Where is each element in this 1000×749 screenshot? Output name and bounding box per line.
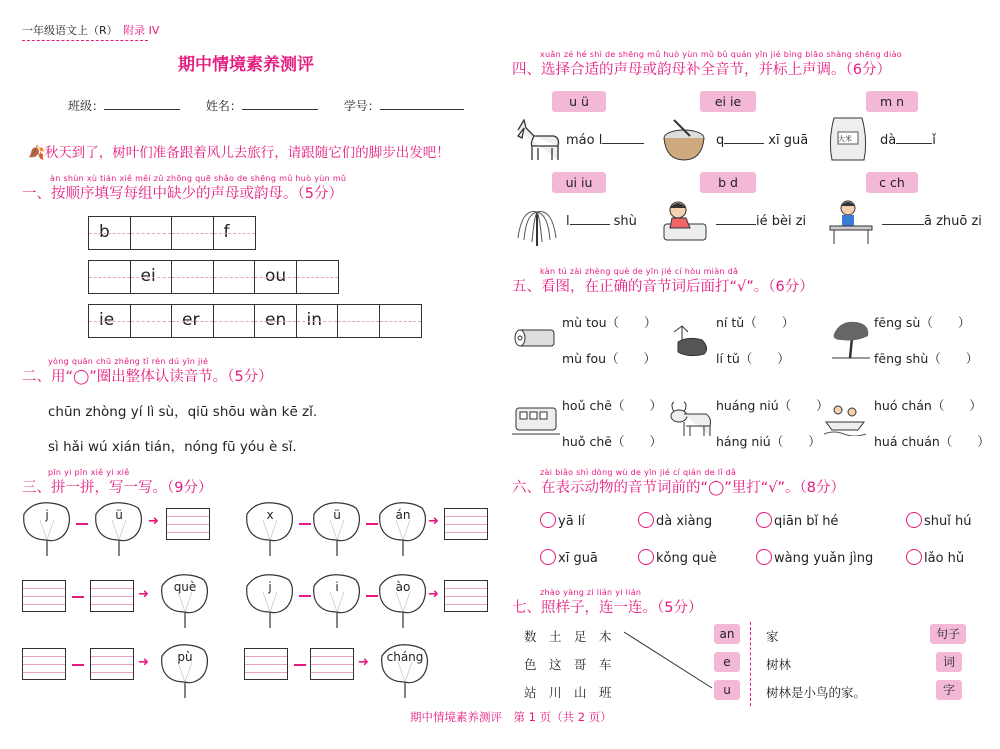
- answer-box[interactable]: [90, 580, 134, 612]
- s1-pinyin: àn shùn xù tián xiě měi zǔ zhōng quē shǎo de shēng mǔ huò yùn mǔ: [50, 174, 347, 183]
- s6-option[interactable]: lǎo hǔ: [906, 549, 964, 566]
- willow-tree-icon: [512, 198, 562, 248]
- s7-title: 七、照样子，连一连。（5分）: [512, 600, 703, 616]
- s5-option[interactable]: fēng sù（ ）: [874, 315, 971, 330]
- leaf-card: ào: [376, 572, 430, 630]
- s1-row-1: [88, 216, 256, 250]
- leaf-card: j: [243, 572, 297, 630]
- grid-cell[interactable]: [131, 217, 173, 249]
- check-circle[interactable]: [638, 549, 654, 565]
- page-footer: 期中情境素养测评 第 1 页（共 2 页）: [410, 710, 612, 724]
- answer-box[interactable]: [310, 648, 354, 680]
- leaf-card: ü: [310, 500, 364, 558]
- answer-box[interactable]: [90, 648, 134, 680]
- s6-option[interactable]: kǒng què: [638, 549, 717, 566]
- option-tag: u ü: [552, 91, 606, 112]
- s5-option[interactable]: fēng shù（ ）: [874, 351, 979, 366]
- leaf-card: ü: [92, 500, 146, 558]
- leaf-card: cháng: [378, 642, 432, 700]
- s7-left-item[interactable]: 数 土 足 木: [524, 629, 612, 644]
- s5-option[interactable]: ní tǔ（ ）: [716, 315, 795, 330]
- s7-right-item[interactable]: 树林: [766, 657, 792, 672]
- plus-dash: [294, 664, 306, 666]
- example-connector-line: [622, 628, 714, 692]
- leaf-card: què: [158, 572, 212, 630]
- grid-cell[interactable]: [214, 261, 256, 293]
- plus-dash: [72, 596, 84, 598]
- grid-cell[interactable]: [214, 305, 256, 337]
- s6-option[interactable]: dà xiàng: [638, 512, 712, 529]
- arrow-icon: ➜: [428, 514, 439, 529]
- answer-box[interactable]: [166, 508, 210, 540]
- check-circle[interactable]: [906, 549, 922, 565]
- s7-type-tag[interactable]: 字: [936, 680, 962, 700]
- s5-option[interactable]: hoǔ chē（ ）: [562, 398, 662, 413]
- option-tag: c ch: [866, 172, 918, 193]
- check-circle[interactable]: [638, 512, 654, 528]
- s5-option[interactable]: huó chán（ ）: [874, 398, 982, 413]
- s6-option[interactable]: shuǐ hú: [906, 512, 971, 529]
- windy-tree-icon: [826, 316, 872, 360]
- leaf-card: án: [376, 500, 430, 558]
- leaf-card: x: [243, 500, 297, 558]
- check-circle[interactable]: [540, 549, 556, 565]
- s7-mid-tag[interactable]: u: [714, 680, 740, 700]
- leaf-card: pù: [158, 642, 212, 700]
- s1-row-3: [88, 304, 422, 338]
- option-tag: ui iu: [552, 172, 606, 193]
- student-info: 班级： 姓名： 学号：: [68, 97, 464, 114]
- grid-cell[interactable]: [338, 305, 380, 337]
- grid-cell: f: [214, 217, 256, 249]
- arrow-icon: ➜: [138, 655, 149, 670]
- s7-left-item[interactable]: 站 川 山 班: [524, 685, 612, 700]
- s3-pinyin: pīn yi pīn xiě yi xiě: [48, 468, 130, 477]
- grid-cell: ie: [89, 305, 131, 337]
- plus-dash: [76, 523, 88, 525]
- grade-label: 一年级语文上（R） 附录 IV: [22, 24, 160, 37]
- check-circle[interactable]: [906, 512, 922, 528]
- grid-cell[interactable]: [131, 305, 173, 337]
- boat-icon: [822, 402, 868, 436]
- answer-box[interactable]: [444, 580, 488, 612]
- grid-cell: in: [297, 305, 339, 337]
- check-circle[interactable]: [540, 512, 556, 528]
- s5-title: 五、看图，在正确的音节词后面打“√”。（6分）: [512, 279, 814, 295]
- s6-option[interactable]: wàng yuǎn jìng: [756, 549, 873, 566]
- s5-option[interactable]: huǒ chē（ ）: [562, 434, 662, 449]
- page-title: 期中情境素养测评: [178, 55, 314, 75]
- s5-option[interactable]: háng niú（ ）: [716, 434, 821, 449]
- s7-type-tag[interactable]: 词: [936, 652, 962, 672]
- grid-cell: b: [89, 217, 131, 249]
- s2-line-2[interactable]: sì hǎi wú xián tián，nóng fū yóu è sǐ.: [48, 439, 297, 455]
- s4-item: ié bèi zi: [716, 214, 806, 229]
- s7-mid-tag[interactable]: e: [714, 652, 740, 672]
- grid-cell: ou: [255, 261, 297, 293]
- s5-option[interactable]: mù tou（ ）: [562, 315, 657, 330]
- s6-title: 六、在表示动物的音节词前的“◯”里打“√”。（8分）: [512, 480, 845, 496]
- grid-cell[interactable]: [89, 261, 131, 293]
- check-circle[interactable]: [756, 549, 772, 565]
- header-divider: [22, 40, 148, 41]
- grid-cell[interactable]: [297, 261, 339, 293]
- soil-icon: [668, 318, 712, 358]
- arrow-icon: ➜: [148, 514, 159, 529]
- s4-item: q xī guā: [716, 133, 809, 148]
- s4-item: dà ǐ: [880, 133, 936, 148]
- train-icon: [512, 400, 560, 438]
- s6-pinyin: zài biǎo shì dòng wù de yīn jié cí qián de lǐ dǎ: [540, 468, 737, 477]
- wood-log-icon: [512, 324, 558, 352]
- grid-cell[interactable]: [380, 305, 422, 337]
- grid-cell: ei: [131, 261, 173, 293]
- s2-pinyin: yòng quān chū zhěng tǐ rèn dú yīn jié: [48, 357, 209, 366]
- s3-title: 三、拼一拼，写一写。（9分）: [22, 480, 213, 496]
- s7-right-item[interactable]: 树林是小鸟的家。: [766, 685, 867, 700]
- grid-cell: en: [255, 305, 297, 337]
- s1-row-2: [88, 260, 339, 294]
- sack-label: 大米: [838, 135, 852, 143]
- arrow-icon: ➜: [428, 587, 439, 602]
- s7-pinyin: zhào yàng zi lián yi lián: [540, 588, 642, 597]
- s6-option[interactable]: yā lí: [540, 512, 585, 529]
- s4-title: 四、选择合适的声母或韵母补全音节，并标上声调。（6分）: [512, 62, 891, 78]
- s6-option[interactable]: qiān bǐ hé: [756, 512, 838, 529]
- grid-cell[interactable]: [172, 217, 214, 249]
- girl-bed-icon: [660, 198, 710, 246]
- s7-type-tag[interactable]: 句子: [930, 624, 966, 644]
- s7-right-item[interactable]: 家: [766, 629, 779, 644]
- grid-cell[interactable]: [172, 261, 214, 293]
- leaf-card: i: [310, 572, 364, 630]
- arrow-icon: ➜: [358, 655, 369, 670]
- check-circle[interactable]: [756, 512, 772, 528]
- s4-item: l shù: [566, 214, 637, 229]
- bowl-icon: [660, 116, 708, 164]
- intro-text: 🍂秋天到了，树叶们准备跟着风儿去旅行，请跟随它们的脚步出发吧！: [28, 145, 450, 161]
- s4-item: ā zhuō zi: [882, 214, 982, 229]
- arrow-icon: ➜: [138, 587, 149, 602]
- s6-option[interactable]: xī guā: [540, 549, 598, 566]
- donkey-icon: [512, 116, 564, 162]
- answer-box[interactable]: [244, 648, 288, 680]
- s7-left-item[interactable]: 色 这 哥 车: [524, 657, 612, 672]
- s2-line-1[interactable]: chūn zhòng yí lì sù，qiū shōu wàn kē zǐ.: [48, 404, 318, 420]
- plus-dash: [72, 664, 84, 666]
- answer-box[interactable]: [22, 580, 66, 612]
- s5-option[interactable]: mù fou（ ）: [562, 351, 657, 366]
- boy-desk-icon: [826, 196, 876, 246]
- s5-option[interactable]: huá chuán（ ）: [874, 434, 990, 449]
- s4-item: máo l: [566, 133, 644, 148]
- s5-option[interactable]: huáng niú（ ）: [716, 398, 829, 413]
- ox-icon: [664, 398, 714, 438]
- leaf-icon: 🍂: [28, 145, 45, 161]
- s4-pinyin: xuǎn zé hé shì de shēng mǔ huò yùn mǔ bǔ quán yīn jié bìng biāo shàng shēng diào: [540, 50, 902, 59]
- answer-box[interactable]: [444, 508, 488, 540]
- answer-box[interactable]: [22, 648, 66, 680]
- option-tag: m n: [866, 91, 918, 112]
- s5-option[interactable]: lí tǔ（ ）: [716, 351, 790, 366]
- leaf-card: j: [20, 500, 74, 558]
- grid-cell: er: [172, 305, 214, 337]
- option-tag: ei ie: [700, 91, 756, 112]
- s1-title: 一、按顺序填写每组中缺少的声母或韵母。（5分）: [22, 186, 343, 202]
- option-tag: b d: [700, 172, 756, 193]
- s7-divider: [750, 622, 751, 706]
- s7-mid-tag[interactable]: an: [714, 624, 740, 644]
- s5-pinyin: kàn tú zài zhèng què de yīn jié cí hòu miàn dǎ: [540, 267, 739, 276]
- s2-title: 二、用“◯”圈出整体认读音节。（5分）: [22, 369, 273, 385]
